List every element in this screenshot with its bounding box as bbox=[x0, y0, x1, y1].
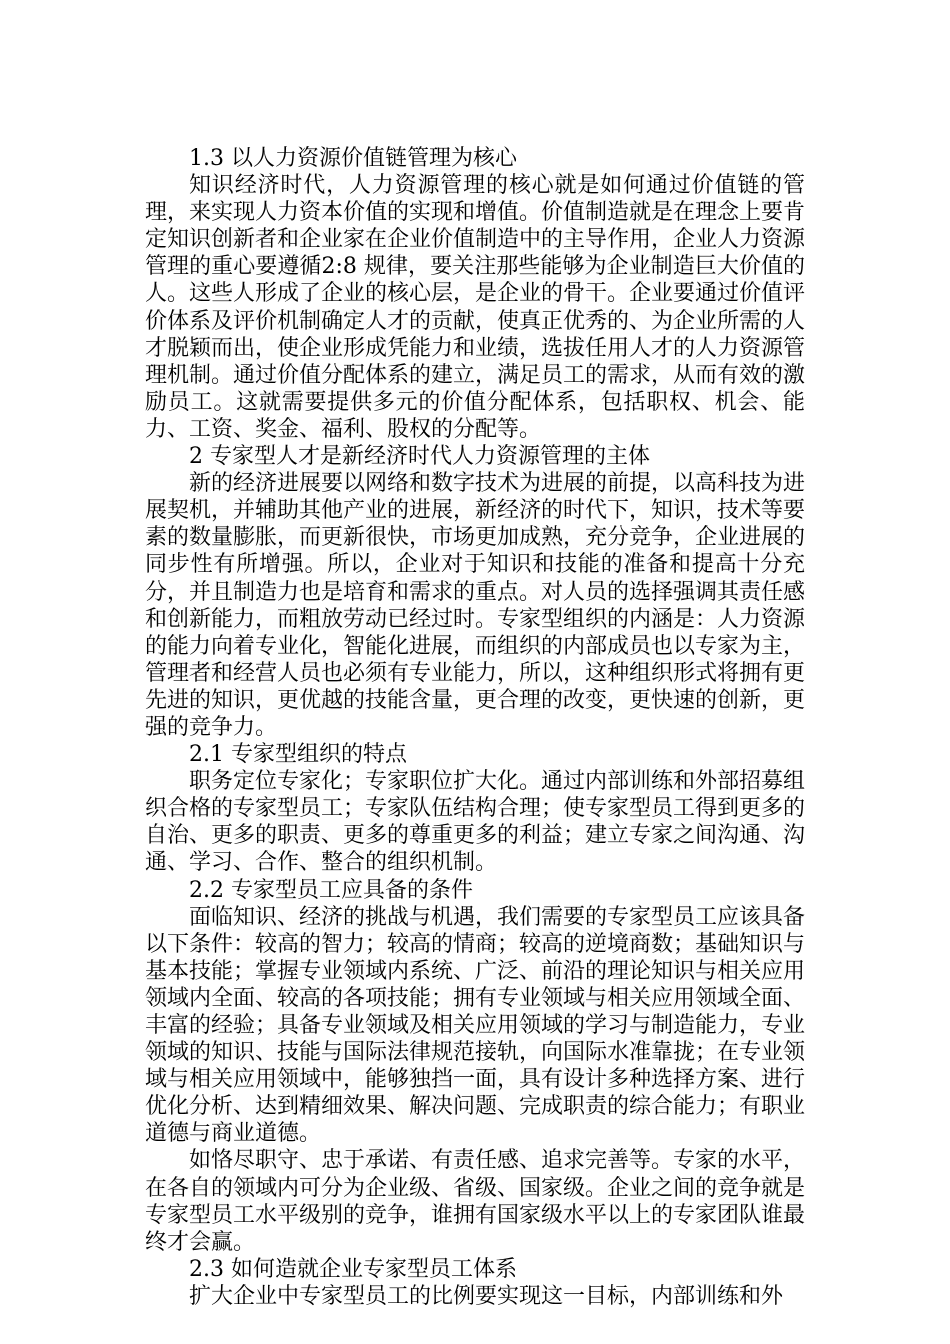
section-heading-2-2: 2.2 专家型员工应具备的条件 bbox=[189, 877, 473, 903]
paragraph-expert-levels: 如恪尽职守、忠于承诺、有责任感、追求完善等。专家的水平，在各自的领域内可分为企业级、省级、国家级。企业之间的竞争就是专家型员工水平级别的竞争，谁拥有国家级水平以上的专家团队谁最终才会赢。 bbox=[145, 1148, 806, 1255]
section-heading-1-3: 1.3 以人力资源价值链管理为核心 bbox=[189, 146, 517, 171]
paragraph-new-economy: 新的经济进展要以网络和数字技术为进展的前提，以高科技为进展契机，并辅助其他产业的进展，新经济的时代下，知识，技术等要素的数量膨胀，而更新很快，市场更加成熟，充分竞争，企业进展的同步性有所增强。所以，企业对于知识和技能的准备和提高十分充分，并且制造力也是培育和需求的重点。对人员的选择强调其责任感和创新能力，而粗放劳动已经过时。专家型组织的内涵是：人力资源的能力向着专业化，智能化进展，而组织的内部成员也以专家为主，管理者和经营人员也必须有专业能力，所以，这种组织形式将拥有更先进的知识，更优越的技能含量，更合理的改变，更快速的创新，更强的竞争力。 bbox=[145, 471, 806, 740]
document-body bbox=[145, 145, 805, 1310]
section-heading-2: 2 专家型人才是新经济时代人力资源管理的主体 bbox=[189, 444, 650, 470]
section-heading-2-3: 2.3 如何造就企业专家型员工体系 bbox=[189, 1256, 517, 1282]
section-heading-2-1: 2.1 专家型组织的特点 bbox=[189, 742, 407, 768]
paragraph-expert-conditions: 面临知识、经济的挑战与机遇，我们需要的专家型员工应该具备以下条件：较高的智力；较高的情商；较高的逆境商数；基础知识与基本技能；掌握专业领域内系统、广泛、前沿的理论知识与相关应用领域内全面、较高的各项技能；拥有专业领域与相关应用领域全面、丰富的经验；具备专业领域及相关应用领域的学习与制造能力，专业领域的知识、技能与国际法律规范接轨，向国际水准靠拢；在专业领域与相关应用领域中，能够独挡一面，具有设计多种选择方案、进行优化分析、达到精细效果、解决问题、完成职责的综合能力；有职业道德与商业道德。 bbox=[145, 904, 806, 1147]
paragraph-expert-system: 扩大企业中专家型员工的比例要实现这一目标，内部训练和外 bbox=[189, 1283, 784, 1309]
paragraph-value-chain: 知识经济时代，人力资源管理的核心就是如何通过价值链的管理，来实现人力资本价值的实现和增值。价值制造就是在理念上要肯定知识创新者和企业家在企业价值制造中的主导作用，企业人力资源管理的重心要遵循2:8 规律，要关注那些能够为企业制造巨大价值的人。这些人形成了企业的核心层，是企业的骨干。企业要通过价值评价体系及评价机制确定人才的贡献，使真正优秀的、为企业所需的人才脱颖而出，使企业形成凭能力和业绩，选拔任用人才的人力资源管理机制。通过价值分配体系的建立，满足员工的需求，从而有效的激励员工。这就需要提供多元的价值分配体系，包括职权、机会、能力、工资、奖金、福利、股权的分配等。 bbox=[145, 173, 806, 442]
paragraph-expert-organization: 职务定位专家化；专家职位扩大化。通过内部训练和外部招募组织合格的专家型员工；专家队伍结构合理；使专家型员工得到更多的自治、更多的职责、更多的尊重更多的利益；建立专家之间沟通、沟通、学习、合作、整合的组织机制。 bbox=[145, 769, 806, 876]
